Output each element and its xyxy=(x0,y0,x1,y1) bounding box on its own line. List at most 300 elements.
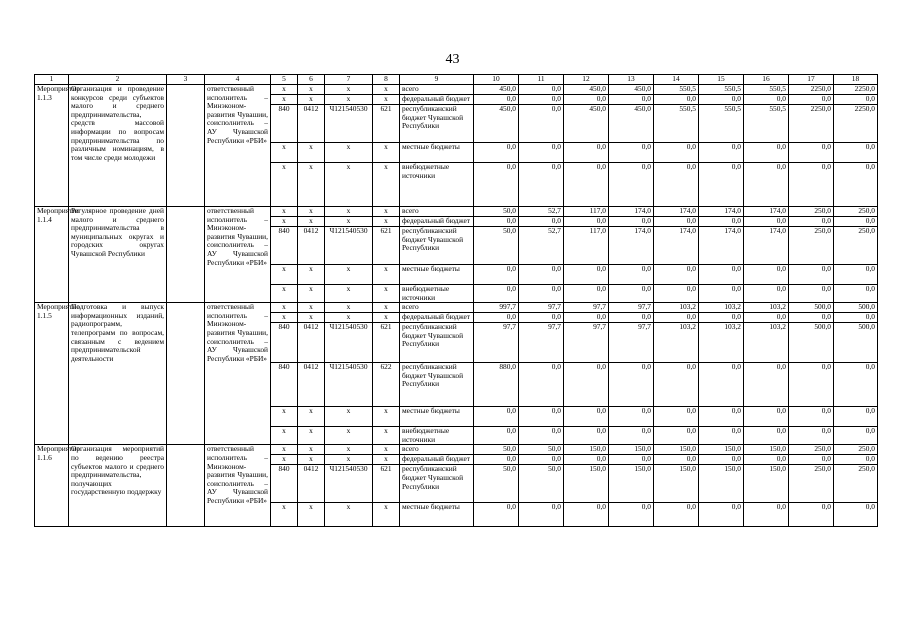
amount-cell: 450,0 xyxy=(564,105,609,143)
budget-code-c8: x xyxy=(373,455,400,465)
amount-cell: 0,0 xyxy=(699,265,744,285)
amount-cell: 97,7 xyxy=(519,303,564,313)
amount-cell: 0,0 xyxy=(654,455,699,465)
amount-cell: 0,0 xyxy=(834,285,878,303)
amount-cell: 0,0 xyxy=(609,363,654,407)
budget-code-c6: x xyxy=(298,455,325,465)
funding-source: внебюджетные источники xyxy=(400,163,474,207)
amount-cell: 0,0 xyxy=(744,217,789,227)
amount-cell: 0,0 xyxy=(699,313,744,323)
amount-cell: 0,0 xyxy=(519,363,564,407)
budget-code-c5: x xyxy=(271,503,298,527)
amount-cell: 50,0 xyxy=(519,445,564,455)
amount-cell: 0,0 xyxy=(789,95,834,105)
amount-cell: 0,0 xyxy=(474,503,519,527)
amount-cell: 52,7 xyxy=(519,207,564,217)
amount-cell: 0,0 xyxy=(744,503,789,527)
budget-code-c6: 0412 xyxy=(298,227,325,265)
column-header-row xyxy=(35,75,878,85)
amount-cell: 0,0 xyxy=(654,503,699,527)
column-header-15: 15 xyxy=(699,75,744,85)
amount-cell: 0,0 xyxy=(654,95,699,105)
amount-cell: 0,0 xyxy=(699,95,744,105)
budget-code-c7: x xyxy=(325,313,373,323)
amount-cell: 150,0 xyxy=(654,445,699,455)
responsible-executor: ответственный исполнитель – Минэконом-развития Чувашии, соисполнитель – АУ Чувашской Республики «РБИ» xyxy=(205,207,271,303)
amount-cell: 150,0 xyxy=(609,465,654,503)
column-header-5: 5 xyxy=(271,75,298,85)
event-name: Организация мероприятий по ведению реестра субъектов малого и среднего предпринимательства, получающих государственную поддержку xyxy=(69,445,167,527)
funding-source: всего xyxy=(400,85,474,95)
budget-code-c6: 0412 xyxy=(298,323,325,363)
amount-cell: 0,0 xyxy=(474,455,519,465)
amount-cell: 0,0 xyxy=(564,503,609,527)
event-code: Мероприятие 1.1.4 xyxy=(35,207,69,303)
amount-cell: 174,0 xyxy=(609,207,654,217)
amount-cell: 0,0 xyxy=(474,95,519,105)
amount-cell: 0,0 xyxy=(654,265,699,285)
amount-cell: 0,0 xyxy=(609,143,654,163)
amount-cell: 0,0 xyxy=(609,163,654,207)
funding-source: местные бюджеты xyxy=(400,407,474,427)
amount-cell: 117,0 xyxy=(564,227,609,265)
funding-source: местные бюджеты xyxy=(400,503,474,527)
budget-code-c7: x xyxy=(325,217,373,227)
budget-code-c8: x xyxy=(373,95,400,105)
amount-cell: 0,0 xyxy=(564,163,609,207)
amount-cell: 0,0 xyxy=(699,217,744,227)
amount-cell: 97,7 xyxy=(564,323,609,363)
table-body xyxy=(35,75,878,527)
empty-cell xyxy=(167,85,205,207)
amount-cell: 250,0 xyxy=(834,465,878,503)
amount-cell: 0,0 xyxy=(744,427,789,445)
budget-code-c7: x xyxy=(325,407,373,427)
event-code: Мероприятие 1.1.6 xyxy=(35,445,69,527)
amount-cell: 450,0 xyxy=(564,85,609,95)
table-row xyxy=(35,303,878,313)
funding-source: республиканский бюджет Чувашской Республики xyxy=(400,227,474,265)
funding-source: республиканский бюджет Чувашской Республики xyxy=(400,465,474,503)
budget-code-c6: x xyxy=(298,407,325,427)
amount-cell: 0,0 xyxy=(474,407,519,427)
amount-cell: 50,0 xyxy=(474,445,519,455)
amount-cell: 0,0 xyxy=(654,217,699,227)
amount-cell: 0,0 xyxy=(519,163,564,207)
budget-code-c8: 621 xyxy=(373,105,400,143)
budget-code-c5: x xyxy=(271,303,298,313)
funding-source: федеральный бюджет xyxy=(400,455,474,465)
amount-cell: 150,0 xyxy=(564,465,609,503)
budget-code-c5: x xyxy=(271,427,298,445)
amount-cell: 0,0 xyxy=(519,407,564,427)
amount-cell: 0,0 xyxy=(564,143,609,163)
amount-cell: 50,0 xyxy=(474,207,519,217)
budget-code-c6: x xyxy=(298,143,325,163)
budget-code-c7: Ч121540530 xyxy=(325,465,373,503)
budget-code-c5: x xyxy=(271,455,298,465)
amount-cell: 0,0 xyxy=(654,143,699,163)
amount-cell: 0,0 xyxy=(609,427,654,445)
budget-code-c6: x xyxy=(298,85,325,95)
amount-cell: 103,2 xyxy=(744,303,789,313)
amount-cell: 0,0 xyxy=(519,85,564,95)
empty-cell xyxy=(167,207,205,303)
event-name: Регулярное проведение дней малого и среднего предпринимательства в муниципальных округах и городских округах Чувашской Республики xyxy=(69,207,167,303)
amount-cell: 0,0 xyxy=(519,95,564,105)
amount-cell: 0,0 xyxy=(699,455,744,465)
column-header-6: 6 xyxy=(298,75,325,85)
amount-cell: 0,0 xyxy=(564,285,609,303)
budget-code-c8: x xyxy=(373,407,400,427)
amount-cell: 0,0 xyxy=(519,265,564,285)
funding-source: внебюджетные источники xyxy=(400,427,474,445)
budget-code-c5: x xyxy=(271,207,298,217)
amount-cell: 0,0 xyxy=(789,143,834,163)
budget-code-c6: 0412 xyxy=(298,105,325,143)
amount-cell: 174,0 xyxy=(744,227,789,265)
amount-cell: 0,0 xyxy=(654,427,699,445)
budget-code-c5: x xyxy=(271,95,298,105)
amount-cell: 150,0 xyxy=(744,465,789,503)
budget-code-c5: x xyxy=(271,85,298,95)
amount-cell: 550,5 xyxy=(699,105,744,143)
budget-code-c5: x xyxy=(271,163,298,207)
budget-code-c7: x xyxy=(325,207,373,217)
amount-cell: 0,0 xyxy=(699,163,744,207)
amount-cell: 117,0 xyxy=(564,207,609,217)
column-header-1: 1 xyxy=(35,75,69,85)
amount-cell: 0,0 xyxy=(834,503,878,527)
amount-cell: 0,0 xyxy=(654,163,699,207)
amount-cell: 174,0 xyxy=(654,227,699,265)
column-header-17: 17 xyxy=(789,75,834,85)
empty-cell xyxy=(167,445,205,527)
amount-cell: 97,7 xyxy=(609,303,654,313)
column-header-13: 13 xyxy=(609,75,654,85)
amount-cell: 0,0 xyxy=(699,363,744,407)
funding-source: всего xyxy=(400,207,474,217)
amount-cell: 0,0 xyxy=(474,265,519,285)
budget-code-c5: 840 xyxy=(271,227,298,265)
column-header-9: 9 xyxy=(400,75,474,85)
amount-cell: 174,0 xyxy=(699,207,744,217)
amount-cell: 0,0 xyxy=(609,265,654,285)
amount-cell: 550,5 xyxy=(744,105,789,143)
budget-code-c7: x xyxy=(325,163,373,207)
amount-cell: 150,0 xyxy=(564,445,609,455)
amount-cell: 2250,0 xyxy=(789,85,834,95)
amount-cell: 150,0 xyxy=(654,465,699,503)
budget-code-c7: x xyxy=(325,265,373,285)
amount-cell: 0,0 xyxy=(789,455,834,465)
amount-cell: 0,0 xyxy=(744,163,789,207)
amount-cell: 0,0 xyxy=(609,503,654,527)
column-header-3: 3 xyxy=(167,75,205,85)
funding-source: местные бюджеты xyxy=(400,265,474,285)
amount-cell: 550,5 xyxy=(699,85,744,95)
amount-cell: 0,0 xyxy=(834,163,878,207)
amount-cell: 103,2 xyxy=(654,303,699,313)
funding-source: внебюджетные источники xyxy=(400,285,474,303)
amount-cell: 550,5 xyxy=(744,85,789,95)
table-row xyxy=(35,445,878,455)
amount-cell: 0,0 xyxy=(564,407,609,427)
amount-cell: 0,0 xyxy=(744,455,789,465)
amount-cell: 0,0 xyxy=(609,285,654,303)
amount-cell: 0,0 xyxy=(834,217,878,227)
amount-cell: 150,0 xyxy=(609,445,654,455)
amount-cell: 0,0 xyxy=(519,217,564,227)
responsible-executor: ответственный исполнитель – Минэконом-развития Чувашии, соисполнитель – АУ Чувашской Республики «РБИ» xyxy=(205,445,271,527)
amount-cell: 0,0 xyxy=(609,217,654,227)
amount-cell: 0,0 xyxy=(834,363,878,407)
amount-cell: 550,5 xyxy=(654,85,699,95)
amount-cell: 0,0 xyxy=(789,427,834,445)
amount-cell: 0,0 xyxy=(564,427,609,445)
amount-cell: 0,0 xyxy=(744,313,789,323)
funding-source: республиканский бюджет Чувашской Республики xyxy=(400,105,474,143)
amount-cell: 250,0 xyxy=(789,445,834,455)
budget-code-c7: Ч121540530 xyxy=(325,323,373,363)
amount-cell: 52,7 xyxy=(519,227,564,265)
budget-code-c8: 622 xyxy=(373,363,400,407)
amount-cell: 250,0 xyxy=(789,207,834,217)
budget-code-c8: 621 xyxy=(373,323,400,363)
amount-cell: 0,0 xyxy=(789,363,834,407)
amount-cell: 0,0 xyxy=(609,407,654,427)
budget-code-c6: x xyxy=(298,313,325,323)
amount-cell: 0,0 xyxy=(789,313,834,323)
budget-code-c7: x xyxy=(325,445,373,455)
budget-code-c8: x xyxy=(373,85,400,95)
budget-code-c7: Ч121540530 xyxy=(325,227,373,265)
column-header-14: 14 xyxy=(654,75,699,85)
amount-cell: 0,0 xyxy=(519,285,564,303)
amount-cell: 0,0 xyxy=(654,313,699,323)
amount-cell: 0,0 xyxy=(474,285,519,303)
amount-cell: 250,0 xyxy=(789,465,834,503)
amount-cell: 0,0 xyxy=(609,95,654,105)
amount-cell: 2250,0 xyxy=(834,85,878,95)
amount-cell: 174,0 xyxy=(744,207,789,217)
amount-cell: 0,0 xyxy=(789,285,834,303)
amount-cell: 0,0 xyxy=(834,313,878,323)
budget-code-c6: x xyxy=(298,285,325,303)
table-row xyxy=(35,85,878,95)
budget-code-c8: x xyxy=(373,207,400,217)
budget-code-c8: x xyxy=(373,217,400,227)
amount-cell: 550,5 xyxy=(654,105,699,143)
budget-code-c7: x xyxy=(325,455,373,465)
amount-cell: 0,0 xyxy=(474,427,519,445)
amount-cell: 0,0 xyxy=(789,217,834,227)
budget-code-c5: x xyxy=(271,143,298,163)
amount-cell: 0,0 xyxy=(789,265,834,285)
amount-cell: 2250,0 xyxy=(789,105,834,143)
amount-cell: 0,0 xyxy=(744,363,789,407)
amount-cell: 0,0 xyxy=(654,285,699,303)
amount-cell: 0,0 xyxy=(519,313,564,323)
amount-cell: 0,0 xyxy=(519,105,564,143)
funding-source: республиканский бюджет Чувашской Республики xyxy=(400,323,474,363)
amount-cell: 0,0 xyxy=(744,265,789,285)
budget-code-c7: x xyxy=(325,95,373,105)
amount-cell: 500,0 xyxy=(789,303,834,313)
amount-cell: 500,0 xyxy=(834,303,878,313)
amount-cell: 0,0 xyxy=(699,285,744,303)
empty-cell xyxy=(167,303,205,445)
amount-cell: 103,2 xyxy=(654,323,699,363)
budget-code-c8: x xyxy=(373,303,400,313)
amount-cell: 150,0 xyxy=(699,465,744,503)
amount-cell: 500,0 xyxy=(834,323,878,363)
budget-code-c7: x xyxy=(325,427,373,445)
budget-code-c8: x xyxy=(373,313,400,323)
amount-cell: 0,0 xyxy=(789,407,834,427)
amount-cell: 0,0 xyxy=(519,455,564,465)
budget-code-c7: x xyxy=(325,503,373,527)
amount-cell: 0,0 xyxy=(654,363,699,407)
budget-code-c5: 840 xyxy=(271,105,298,143)
amount-cell: 50,0 xyxy=(519,465,564,503)
event-code: Мероприятие 1.1.3 xyxy=(35,85,69,207)
amount-cell: 174,0 xyxy=(609,227,654,265)
amount-cell: 97,7 xyxy=(519,323,564,363)
amount-cell: 150,0 xyxy=(744,445,789,455)
budget-code-c5: x xyxy=(271,407,298,427)
amount-cell: 0,0 xyxy=(834,455,878,465)
amount-cell: 450,0 xyxy=(609,105,654,143)
amount-cell: 0,0 xyxy=(834,143,878,163)
amount-cell: 0,0 xyxy=(699,143,744,163)
amount-cell: 0,0 xyxy=(699,503,744,527)
budget-code-c5: x xyxy=(271,445,298,455)
amount-cell: 0,0 xyxy=(519,143,564,163)
budget-code-c5: 840 xyxy=(271,323,298,363)
amount-cell: 150,0 xyxy=(699,445,744,455)
amount-cell: 880,0 xyxy=(474,363,519,407)
amount-cell: 450,0 xyxy=(474,105,519,143)
budget-code-c6: x xyxy=(298,265,325,285)
column-header-12: 12 xyxy=(564,75,609,85)
amount-cell: 103,2 xyxy=(699,303,744,313)
budget-code-c8: x xyxy=(373,163,400,207)
budget-code-c6: x xyxy=(298,303,325,313)
amount-cell: 0,0 xyxy=(564,95,609,105)
budget-code-c8: x xyxy=(373,143,400,163)
column-header-10: 10 xyxy=(474,75,519,85)
budget-code-c7: x xyxy=(325,303,373,313)
amount-cell: 0,0 xyxy=(564,217,609,227)
amount-cell: 0,0 xyxy=(474,217,519,227)
amount-cell: 0,0 xyxy=(474,163,519,207)
column-header-18: 18 xyxy=(834,75,878,85)
budget-code-c6: x xyxy=(298,445,325,455)
amount-cell: 103,2 xyxy=(744,323,789,363)
budget-code-c5: x xyxy=(271,265,298,285)
funding-source: федеральный бюджет xyxy=(400,95,474,105)
amount-cell: 97,7 xyxy=(474,323,519,363)
table-row xyxy=(35,207,878,217)
column-header-2: 2 xyxy=(69,75,167,85)
amount-cell: 2250,0 xyxy=(834,105,878,143)
event-name: Подготовка и выпуск информационных изданий, радиопрограмм, телепрограмм по вопросам, связанным с ведением предпринимательской деятельности xyxy=(69,303,167,445)
column-header-7: 7 xyxy=(325,75,373,85)
budget-code-c5: x xyxy=(271,285,298,303)
amount-cell: 0,0 xyxy=(834,265,878,285)
amount-cell: 450,0 xyxy=(609,85,654,95)
amount-cell: 0,0 xyxy=(564,455,609,465)
column-header-11: 11 xyxy=(519,75,564,85)
event-code: Мероприятие 1.1.5 xyxy=(35,303,69,445)
budget-code-c6: x xyxy=(298,163,325,207)
budget-code-c6: 0412 xyxy=(298,363,325,407)
amount-cell: 0,0 xyxy=(834,95,878,105)
budget-code-c8: x xyxy=(373,427,400,445)
budget-code-c6: x xyxy=(298,95,325,105)
budget-code-c7: Ч121540530 xyxy=(325,105,373,143)
page-number: 43 xyxy=(445,52,460,67)
amount-cell: 250,0 xyxy=(834,227,878,265)
budget-code-c6: x xyxy=(298,207,325,217)
amount-cell: 0,0 xyxy=(564,313,609,323)
funding-source: федеральный бюджет xyxy=(400,313,474,323)
amount-cell: 0,0 xyxy=(564,363,609,407)
budget-code-c8: 621 xyxy=(373,465,400,503)
amount-cell: 500,0 xyxy=(789,323,834,363)
amount-cell: 0,0 xyxy=(654,407,699,427)
funding-source: всего xyxy=(400,303,474,313)
budget-code-c8: 621 xyxy=(373,227,400,265)
amount-cell: 97,7 xyxy=(609,323,654,363)
amount-cell: 0,0 xyxy=(744,285,789,303)
responsible-executor: ответственный исполнитель – Минэконом-развития Чувашии, соисполнитель – АУ Чувашской Республики «РБИ» xyxy=(205,303,271,445)
amount-cell: 0,0 xyxy=(744,95,789,105)
funding-source: республиканский бюджет Чувашской Республики xyxy=(400,363,474,407)
amount-cell: 0,0 xyxy=(789,503,834,527)
amount-cell: 250,0 xyxy=(834,207,878,217)
event-name: Организация и проведение конкурсов среди субъектов малого и среднего предпринимательства, средств массовой информации по вопросам предпринимательства по различным номинациям, в том числе среди молодежи xyxy=(69,85,167,207)
funding-source: местные бюджеты xyxy=(400,143,474,163)
budget-table xyxy=(34,74,878,527)
amount-cell: 0,0 xyxy=(609,455,654,465)
budget-code-c7: Ч121540530 xyxy=(325,363,373,407)
budget-code-c5: x xyxy=(271,313,298,323)
budget-code-c6: x xyxy=(298,217,325,227)
amount-cell: 174,0 xyxy=(654,207,699,217)
amount-cell: 997,7 xyxy=(474,303,519,313)
budget-code-c8: x xyxy=(373,503,400,527)
budget-code-c7: x xyxy=(325,85,373,95)
amount-cell: 50,0 xyxy=(474,465,519,503)
column-header-8: 8 xyxy=(373,75,400,85)
budget-code-c6: x xyxy=(298,503,325,527)
amount-cell: 103,2 xyxy=(699,323,744,363)
amount-cell: 0,0 xyxy=(564,265,609,285)
amount-cell: 0,0 xyxy=(789,163,834,207)
amount-cell: 450,0 xyxy=(474,85,519,95)
amount-cell: 0,0 xyxy=(519,503,564,527)
budget-code-c7: x xyxy=(325,285,373,303)
amount-cell: 50,0 xyxy=(474,227,519,265)
amount-cell: 250,0 xyxy=(834,445,878,455)
budget-code-c6: x xyxy=(298,427,325,445)
budget-code-c6: 0412 xyxy=(298,465,325,503)
amount-cell: 0,0 xyxy=(744,407,789,427)
budget-code-c8: x xyxy=(373,265,400,285)
funding-source: всего xyxy=(400,445,474,455)
